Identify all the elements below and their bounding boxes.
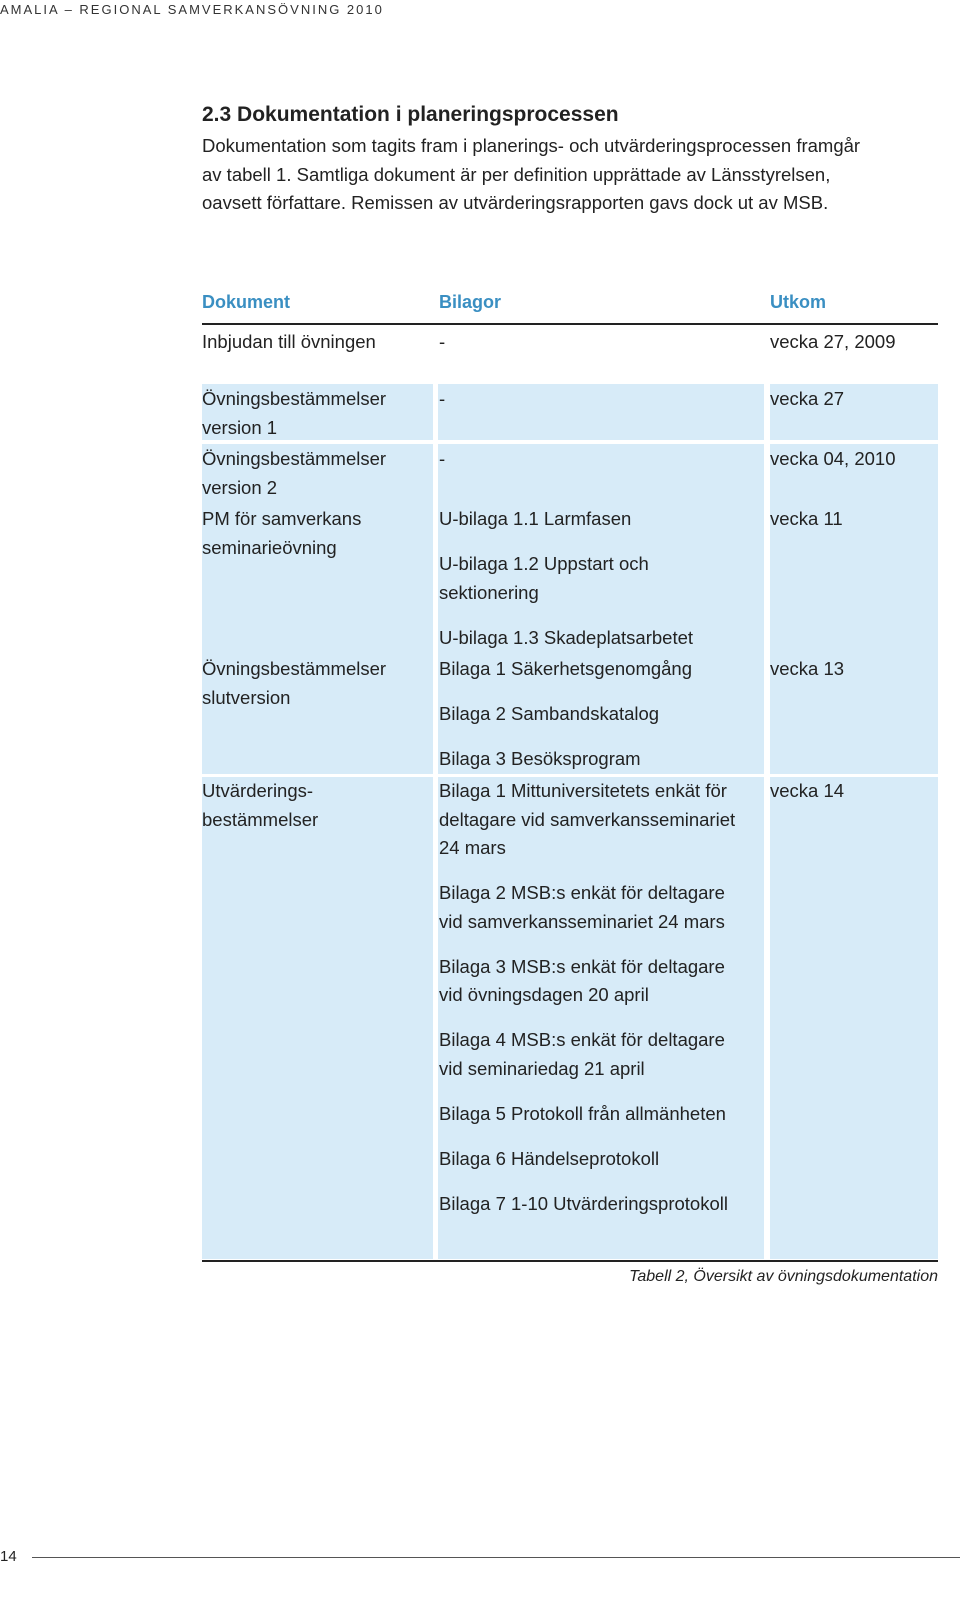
row-5-dokument [202, 777, 318, 834]
row-3-dokument [202, 505, 361, 562]
row-5-dokument-line-1: Utvärderings- [202, 780, 314, 801]
column-header-dokument: Dokument [202, 292, 291, 312]
row-1-dokument-line-1: Övningsbestämmelser [202, 388, 387, 409]
row-1-utkom: vecka 27 [770, 388, 845, 409]
row-4-dokument-line-2: slutversion [202, 686, 291, 708]
attachment-item: Bilaga 2 Sambandskatalog [439, 703, 660, 724]
row-0-utkom: vecka 27, 2009 [770, 331, 896, 352]
attachment-item: U-bilaga 1.1 Larmfasen [439, 508, 632, 529]
row-1-bilagor: - [439, 388, 446, 409]
table-top-rule [202, 323, 938, 325]
row-4-dokument [202, 655, 386, 712]
attachment-item: Bilaga 3 Besöksprogram [439, 748, 641, 769]
attachment-item: Bilaga 1 Mittuniversitetets enkät för deltagare vid samverkansseminariet 24 mars [439, 780, 736, 858]
row-2-dokument-line-2: version 2 [202, 476, 278, 498]
row-4-utkom: vecka 13 [770, 658, 845, 679]
row-5-bilagor [439, 777, 764, 1218]
attachment-item: Bilaga 6 Händelseprotokoll [439, 1147, 660, 1169]
attachment-item: U-bilaga 1.3 Skadeplatsarbetet [439, 626, 694, 648]
column-header-utkom: Utkom [770, 292, 827, 312]
row-0-bilagor: - [439, 331, 446, 352]
row-4-dokument-line-1: Övningsbestämmelser [202, 658, 387, 679]
row-5-utkom: vecka 14 [770, 780, 845, 801]
rows-2-4-utkom-bg [770, 444, 938, 774]
row-3-bilagor [439, 505, 759, 652]
row-3-utkom: vecka 11 [770, 508, 843, 529]
row-2-utkom: vecka 04, 2010 [770, 448, 896, 469]
row-5-dokument-bg [202, 777, 433, 1259]
row-3-dokument-line-1: PM för samverkans [202, 508, 362, 529]
attachment-item: U-bilaga 1.2 Uppstart och sektionering [439, 553, 649, 603]
table-bottom-rule [202, 1260, 938, 1262]
table-caption: Tabell 2, Översikt av övningsdokumentation [629, 1268, 938, 1285]
row-5-dokument-line-2: bestämmelser [202, 808, 319, 830]
attachment-item: Bilaga 1 Säkerhetsgenomgång [439, 658, 693, 679]
attachment-item: Bilaga 4 MSB:s enkät för deltagare vid seminariedag 21 april [439, 1029, 725, 1079]
running-header: AMALIA – REGIONAL SAMVERKANSÖVNING 2010 [0, 2, 384, 17]
body-line-3: oavsett författare. Remissen av utvärderingsrapporten gavs dock ut av MSB. [202, 192, 829, 213]
column-header-bilagor: Bilagor [439, 292, 502, 312]
row-5-utkom-bg [770, 777, 938, 1259]
row-4-bilagor [439, 655, 759, 774]
page-number: 14 [0, 1548, 17, 1565]
body-line-2: av tabell 1. Samtliga dokument är per definition upprättade av Länsstyrelsen, [202, 163, 831, 185]
section-heading: 2.3 Dokumentation i planeringsprocessen [202, 103, 619, 126]
row-2-dokument-line-1: Övningsbestämmelser [202, 448, 387, 469]
attachment-item: Bilaga 7 1-10 Utvärderingsprotokoll [439, 1192, 728, 1214]
row-1-dokument-line-2: version 1 [202, 416, 278, 438]
attachment-item: Bilaga 3 MSB:s enkät för deltagare vid övningsdagen 20 april [439, 955, 725, 1005]
row-3-dokument-line-2: seminarieövning [202, 536, 337, 558]
row-2-dokument [202, 445, 386, 502]
row-0-dokument: Inbjudan till övningen [202, 331, 376, 352]
attachment-item: Bilaga 2 MSB:s enkät för deltagare vid samverkansseminariet 24 mars [439, 882, 725, 932]
row-1-dokument [202, 385, 386, 442]
row-1-bilagor-bg [438, 384, 764, 440]
section-intro [202, 102, 942, 218]
footer-rule [32, 1557, 960, 1558]
body-line-1: Dokumentation som tagits fram i planerings- och utvärderingsprocessen framgår [202, 135, 861, 156]
attachment-item: Bilaga 5 Protokoll från allmänheten [439, 1102, 726, 1124]
row-2-bilagor: - [439, 448, 446, 469]
